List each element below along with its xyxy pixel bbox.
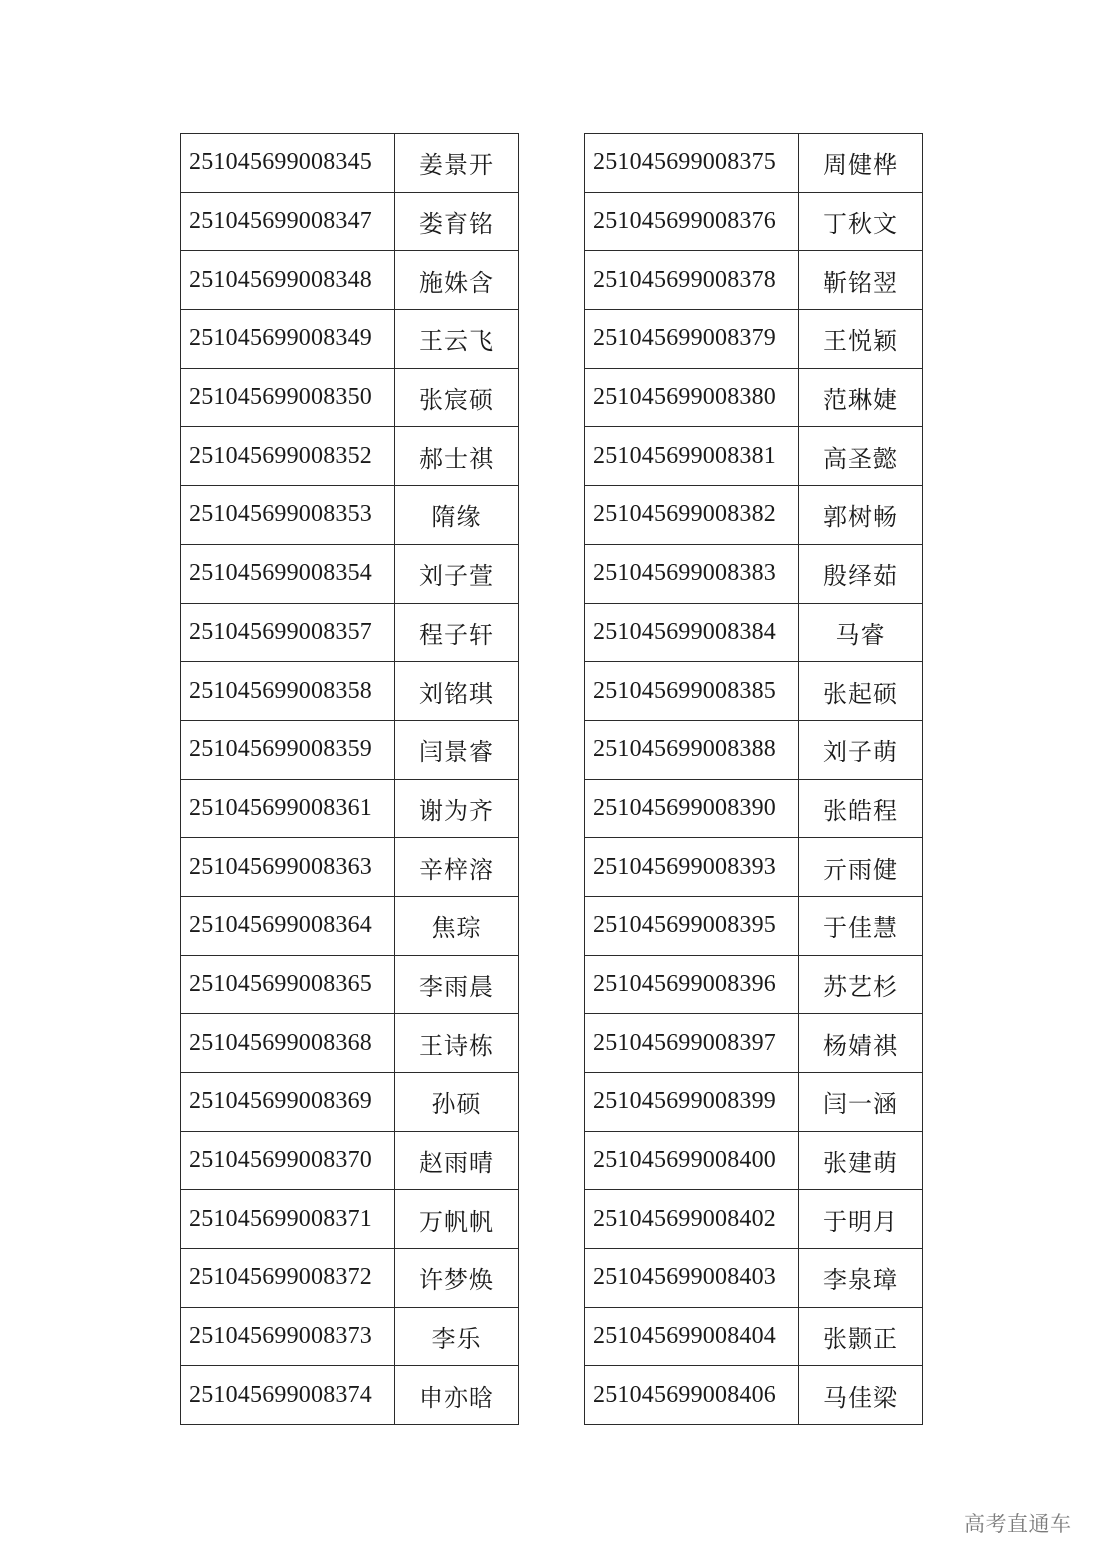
table-row	[585, 544, 923, 603]
candidate-id-cell: 251045699008393	[585, 838, 799, 897]
table-row	[181, 427, 519, 486]
candidate-id-cell: 251045699008382	[585, 486, 799, 545]
table-row	[585, 955, 923, 1014]
watermark-text: 高考直通车	[964, 1512, 1072, 1536]
table-row	[181, 1366, 519, 1425]
table-row	[181, 1249, 519, 1308]
table-row	[585, 486, 923, 545]
table-row	[585, 720, 923, 779]
table-row	[181, 1014, 519, 1073]
candidate-name-cell: 孙硕	[395, 1073, 519, 1132]
table-row	[181, 662, 519, 721]
candidate-id-cell: 251045699008390	[585, 779, 799, 838]
candidate-id-cell: 251045699008358	[181, 662, 395, 721]
table-row	[585, 838, 923, 897]
candidate-name-cell: 张宸硕	[395, 368, 519, 427]
candidate-name-cell: 闫景睿	[395, 720, 519, 779]
candidate-id-cell: 251045699008375	[585, 134, 799, 193]
candidate-id-cell: 251045699008385	[585, 662, 799, 721]
candidate-id-cell: 251045699008365	[181, 955, 395, 1014]
candidate-id-cell: 251045699008352	[181, 427, 395, 486]
table-row	[585, 251, 923, 310]
candidate-name-cell: 闫一涵	[799, 1073, 923, 1132]
candidate-name-cell: 许梦焕	[395, 1249, 519, 1308]
candidate-id-cell: 251045699008395	[585, 896, 799, 955]
candidate-name-cell: 李泉璋	[799, 1249, 923, 1308]
candidate-id-cell: 251045699008399	[585, 1073, 799, 1132]
table-row	[181, 1307, 519, 1366]
candidate-name-cell: 丁秋文	[799, 192, 923, 251]
candidate-id-cell: 251045699008353	[181, 486, 395, 545]
candidate-id-cell: 251045699008368	[181, 1014, 395, 1073]
table-row	[181, 310, 519, 369]
candidate-name-cell: 苏艺杉	[799, 955, 923, 1014]
candidate-id-cell: 251045699008397	[585, 1014, 799, 1073]
table-row	[585, 1249, 923, 1308]
table-row	[585, 779, 923, 838]
table-row	[181, 134, 519, 193]
table-row	[585, 368, 923, 427]
candidate-id-cell: 251045699008357	[181, 603, 395, 662]
candidate-name-cell: 马佳梁	[799, 1366, 923, 1425]
table-row	[585, 1014, 923, 1073]
candidate-name-cell: 郝士祺	[395, 427, 519, 486]
table-row	[181, 251, 519, 310]
candidate-name-cell: 赵雨晴	[395, 1131, 519, 1190]
table-row	[585, 662, 923, 721]
table-row	[585, 603, 923, 662]
table-row	[181, 896, 519, 955]
candidate-name-cell: 隋缘	[395, 486, 519, 545]
candidate-id-cell: 251045699008403	[585, 1249, 799, 1308]
candidate-name-cell: 张皓程	[799, 779, 923, 838]
table-row	[181, 1131, 519, 1190]
table-row	[585, 1366, 923, 1425]
candidate-name-cell: 程子轩	[395, 603, 519, 662]
table-row	[181, 1073, 519, 1132]
candidate-name-cell: 王云飞	[395, 310, 519, 369]
candidate-id-cell: 251045699008364	[181, 896, 395, 955]
candidate-name-cell: 张颢正	[799, 1307, 923, 1366]
candidate-name-cell: 靳铭翌	[799, 251, 923, 310]
table-row	[181, 486, 519, 545]
table-body-left	[181, 134, 519, 1425]
candidate-id-cell: 251045699008381	[585, 427, 799, 486]
candidate-name-cell: 高圣懿	[799, 427, 923, 486]
candidate-id-cell: 251045699008384	[585, 603, 799, 662]
candidate-name-cell: 王悦颖	[799, 310, 923, 369]
candidate-id-cell: 251045699008396	[585, 955, 799, 1014]
student-list-table-left	[180, 133, 519, 1425]
candidate-id-cell: 251045699008350	[181, 368, 395, 427]
candidate-id-cell: 251045699008371	[181, 1190, 395, 1249]
table-row	[181, 1190, 519, 1249]
table-row	[585, 896, 923, 955]
candidate-name-cell: 于佳慧	[799, 896, 923, 955]
table-row	[181, 779, 519, 838]
candidate-name-cell: 于明月	[799, 1190, 923, 1249]
table-row	[181, 720, 519, 779]
table-row	[585, 1190, 923, 1249]
candidate-id-cell: 251045699008402	[585, 1190, 799, 1249]
candidate-id-cell: 251045699008349	[181, 310, 395, 369]
candidate-name-cell: 娄育铭	[395, 192, 519, 251]
candidate-id-cell: 251045699008370	[181, 1131, 395, 1190]
candidate-name-cell: 施姝含	[395, 251, 519, 310]
candidate-id-cell: 251045699008376	[585, 192, 799, 251]
candidate-id-cell: 251045699008404	[585, 1307, 799, 1366]
candidate-id-cell: 251045699008372	[181, 1249, 395, 1308]
candidate-name-cell: 王诗栋	[395, 1014, 519, 1073]
table-row	[181, 544, 519, 603]
table-row	[585, 1073, 923, 1132]
table-body-right	[585, 134, 923, 1425]
candidate-name-cell: 万帆帆	[395, 1190, 519, 1249]
candidate-id-cell: 251045699008348	[181, 251, 395, 310]
candidate-name-cell: 申亦晗	[395, 1366, 519, 1425]
candidate-id-cell: 251045699008361	[181, 779, 395, 838]
candidate-id-cell: 251045699008380	[585, 368, 799, 427]
candidate-id-cell: 251045699008388	[585, 720, 799, 779]
table-row	[585, 310, 923, 369]
table-row	[585, 427, 923, 486]
table-row	[585, 1307, 923, 1366]
candidate-name-cell: 张建萌	[799, 1131, 923, 1190]
candidate-id-cell: 251045699008406	[585, 1366, 799, 1425]
candidate-id-cell: 251045699008379	[585, 310, 799, 369]
candidate-name-cell: 李乐	[395, 1307, 519, 1366]
candidate-name-cell: 谢为齐	[395, 779, 519, 838]
candidate-name-cell: 郭树畅	[799, 486, 923, 545]
candidate-id-cell: 251045699008345	[181, 134, 395, 193]
candidate-id-cell: 251045699008347	[181, 192, 395, 251]
table-row	[181, 192, 519, 251]
table-row	[181, 603, 519, 662]
candidate-name-cell: 范琳婕	[799, 368, 923, 427]
candidate-name-cell: 刘铭琪	[395, 662, 519, 721]
candidate-name-cell: 刘子萱	[395, 544, 519, 603]
candidate-id-cell: 251045699008373	[181, 1307, 395, 1366]
candidate-name-cell: 亓雨健	[799, 838, 923, 897]
candidate-name-cell: 张起硕	[799, 662, 923, 721]
candidate-name-cell: 辛梓溶	[395, 838, 519, 897]
table-row	[585, 1131, 923, 1190]
candidate-name-cell: 周健桦	[799, 134, 923, 193]
student-list-table-right	[584, 133, 923, 1425]
candidate-id-cell: 251045699008400	[585, 1131, 799, 1190]
candidate-id-cell: 251045699008369	[181, 1073, 395, 1132]
candidate-id-cell: 251045699008363	[181, 838, 395, 897]
candidate-name-cell: 李雨晨	[395, 955, 519, 1014]
table-row	[181, 955, 519, 1014]
table-row	[181, 838, 519, 897]
candidate-id-cell: 251045699008374	[181, 1366, 395, 1425]
table-row	[181, 368, 519, 427]
candidate-name-cell: 焦琮	[395, 896, 519, 955]
candidate-id-cell: 251045699008359	[181, 720, 395, 779]
candidate-id-cell: 251045699008383	[585, 544, 799, 603]
candidate-name-cell: 杨婧祺	[799, 1014, 923, 1073]
candidate-id-cell: 251045699008378	[585, 251, 799, 310]
candidate-name-cell: 刘子萌	[799, 720, 923, 779]
candidate-name-cell: 马睿	[799, 603, 923, 662]
candidate-name-cell: 姜景开	[395, 134, 519, 193]
table-row	[585, 192, 923, 251]
candidate-name-cell: 殷绎茹	[799, 544, 923, 603]
table-row	[585, 134, 923, 193]
candidate-id-cell: 251045699008354	[181, 544, 395, 603]
